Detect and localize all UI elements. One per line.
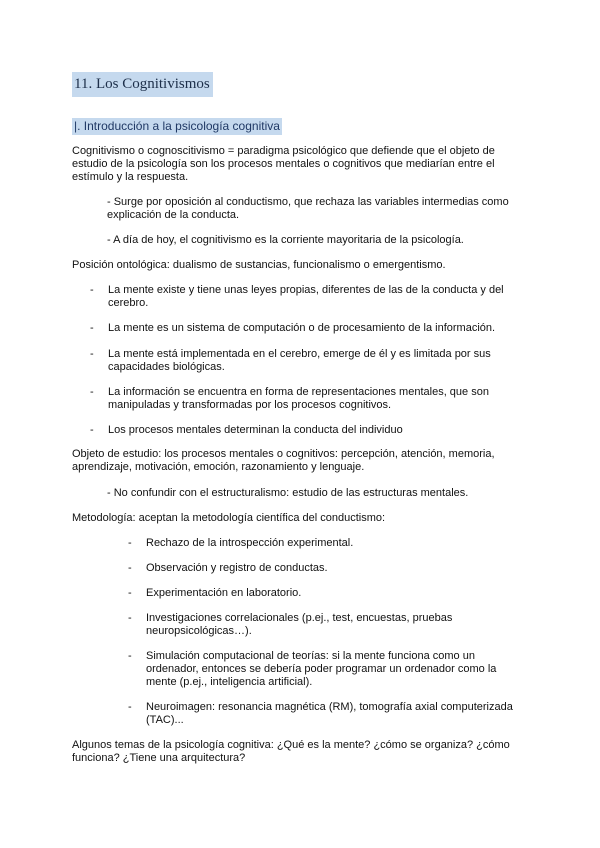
- topics-paragraph: Algunos temas de la psicología cognitiva: ¿Qué es la mente? ¿cómo se organiza? ¿cómo funciona? ¿Tiene una arquitectura?: [72, 739, 510, 765]
- list-item: Rechazo de la introspección experimental.: [146, 537, 354, 549]
- list-item: La mente está implementada en el cerebro, emerge de él y es limitada por sus capacidades biológicas.: [108, 348, 491, 374]
- ontology-paragraph: Posición ontológica: dualismo de sustancias, funcionalismo o emergentismo.: [72, 259, 446, 271]
- list-item: Observación y registro de conductas.: [146, 562, 328, 574]
- list-bullet: -: [90, 386, 94, 398]
- list-bullet: -: [128, 537, 132, 549]
- list-item: Los procesos mentales determinan la conducta del individuo: [108, 424, 403, 436]
- list-item: La mente existe y tiene unas leyes propias, diferentes de las de la conducta y del cerebro.: [108, 284, 504, 310]
- list-bullet: -: [90, 284, 94, 296]
- list-bullet: -: [90, 348, 94, 360]
- intro-paragraph: Cognitivismo o cognoscitivismo = paradigma psicológico que defiende que el objeto de estudio de la psicología son los procesos mentales o cognitivos que mediarían entre el estímulo y la respuesta.: [72, 145, 495, 184]
- list-item: La información se encuentra en forma de representaciones mentales, que son manipuladas y transformadas por los procesos cognitivos.: [108, 386, 489, 412]
- list-bullet: -: [128, 562, 132, 574]
- list-item: Investigaciones correlacionales (p.ej., test, encuestas, pruebas neuropsicológicas…).: [146, 612, 453, 638]
- list-item: La mente es un sistema de computación o de procesamiento de la información.: [108, 322, 496, 334]
- method-paragraph: Metodología: aceptan la metodología científica del conductismo:: [72, 512, 386, 524]
- list-item: Experimentación en laboratorio.: [146, 587, 302, 599]
- note-origin: - Surge por oposición al conductismo, que rechaza las variables intermedias como explicación de la conducta.: [107, 196, 509, 222]
- list-bullet: -: [90, 322, 94, 334]
- section-title: |. Introducción a la psicología cognitiva: [74, 119, 280, 133]
- list-bullet: -: [128, 587, 132, 599]
- list-bullet: -: [90, 424, 94, 436]
- page-title: 11. Los Cognitivismos: [72, 72, 213, 97]
- list-bullet: -: [128, 701, 132, 713]
- list-item: Simulación computacional de teorías: si la mente funciona como un ordenador, entonces se debería poder programar un ordenador como la mente (p.ej., inteligencia artificial).: [146, 650, 497, 689]
- note-structuralism: - No confundir con el estructuralismo: estudio de las estructuras mentales.: [107, 487, 469, 499]
- list-bullet: -: [128, 650, 132, 662]
- note-current: - A día de hoy, el cognitivismo es la corriente mayoritaria de la psicología.: [107, 234, 464, 246]
- list-bullet: -: [128, 612, 132, 624]
- object-paragraph: Objeto de estudio: los procesos mentales o cognitivos: percepción, atención, memoria, aprendizaje, motivación, emoción, razonamiento y lenguaje.: [72, 448, 495, 474]
- list-item: Neuroimagen: resonancia magnética (RM), tomografía axial computerizada (TAC)...: [146, 701, 513, 727]
